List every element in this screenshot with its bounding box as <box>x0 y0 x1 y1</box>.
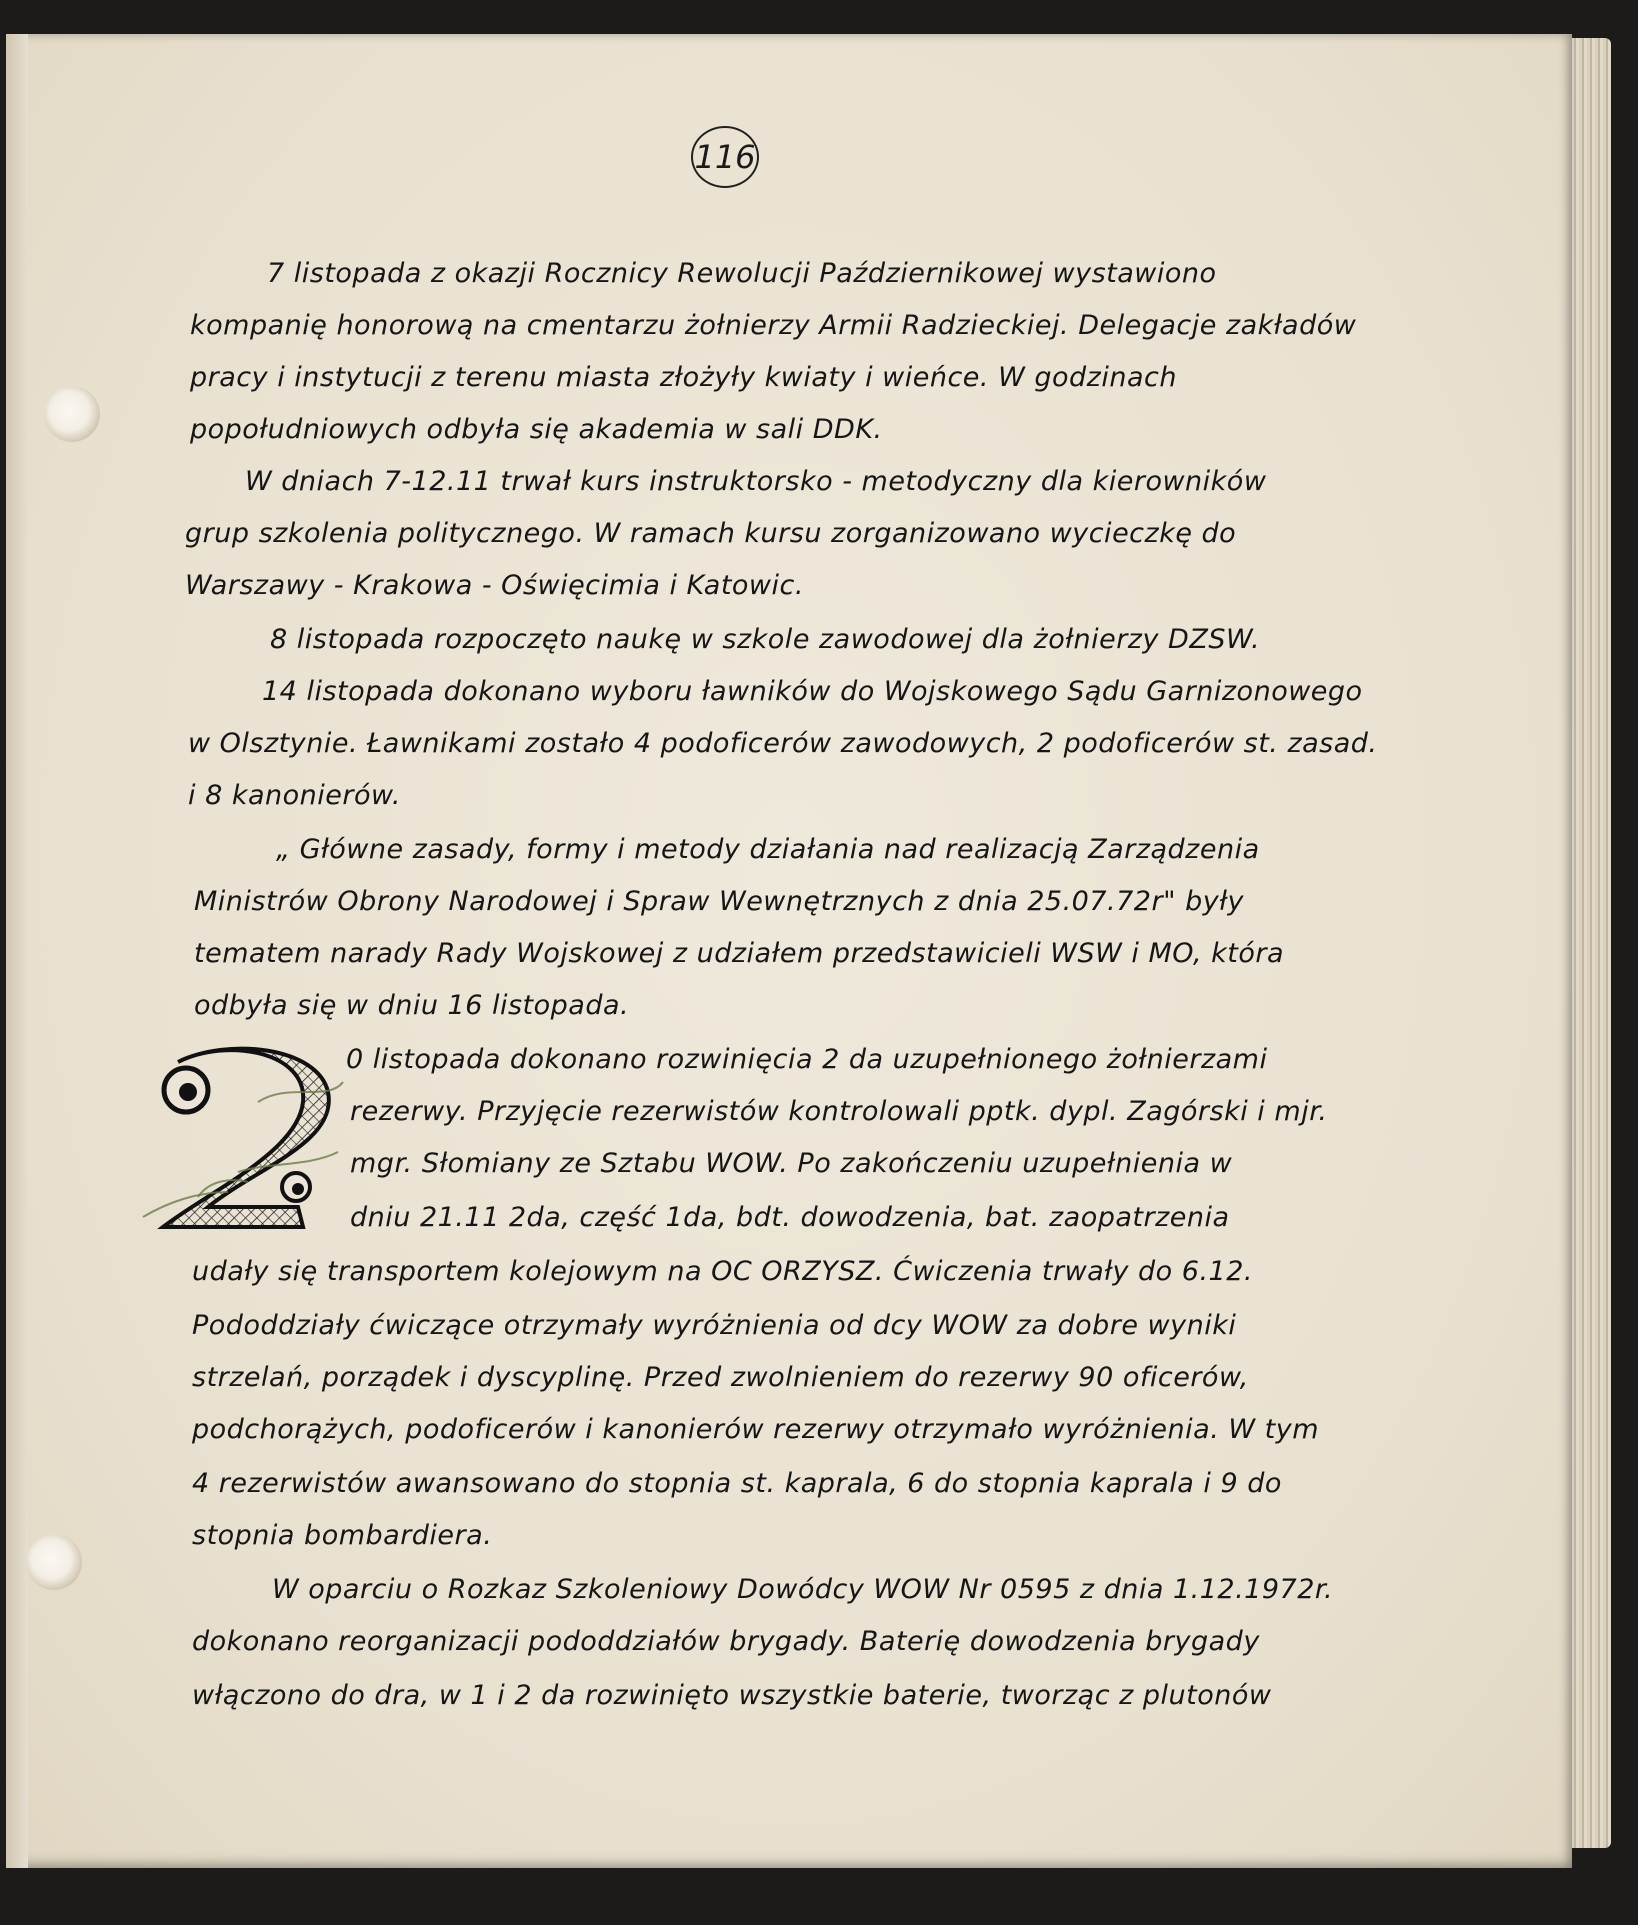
text-line: włączono do dra, w 1 i 2 da rozwinięto wszystkie baterie, tworząc z plutonów <box>192 1680 1272 1711</box>
text-line: mgr. Słomiany ze Sztabu WOW. Po zakończeniu uzupełnienia w <box>350 1148 1233 1179</box>
text-line: i 8 kanonierów. <box>188 780 401 811</box>
text-line: strzelań, porządek i dyscyplinę. Przed zwolnieniem do rezerwy 90 oficerów, <box>192 1362 1249 1393</box>
text-line: „ Główne zasady, formy i metody działania nad realizacją Zarządzenia <box>276 834 1260 865</box>
text-line: Pododdziały ćwiczące otrzymały wyróżnienia od dcy WOW za dobre wyniki <box>192 1310 1237 1341</box>
text-line: 0 listopada dokonano rozwinięcia 2 dа uzupełnionego żołnierzami <box>346 1044 1268 1075</box>
text-line: pracy i instytucji z terenu miasta złożyły kwiaty i wieńce. W godzinach <box>190 362 1177 393</box>
text-line: W oparciu o Rozkaz Szkoleniowy Dowódcy WOW Nr 0595 z dnia 1.12.1972r. <box>272 1574 1334 1605</box>
text-line: popołudniowych odbyła się akademia w sali DDK. <box>190 414 883 445</box>
text-line: 4 rezerwistów awansowano do stopnia st. kaprala, 6 do stopnia kaprala i 9 do <box>192 1468 1282 1499</box>
text-line: 7 listopada z okazji Rocznicy Rewolucji Październikowej wystawiono <box>267 258 1217 289</box>
text-line: kompanię honorową na cmentarzu żołnierzy Armii Radzieckiej. Delegacje zakładów <box>190 310 1357 341</box>
text-line: udały się transportem kolejowym na OC ORZYSZ. Ćwiczenia trwały do 6.12. <box>192 1256 1253 1287</box>
text-line: 14 listopada dokonano wyboru ławników do Wojskowego Sądu Garnizonowego <box>262 676 1363 707</box>
text-line: W dniach 7-12.11 trwał kurs instruktorsko - metodyczny dla kierowników <box>245 466 1267 497</box>
page-number: 116 <box>691 126 759 188</box>
text-line: w Olsztynie. Ławnikami zostało 4 podoficerów zawodowych, 2 podoficerów st. zasad. <box>188 728 1378 759</box>
text-line: grup szkolenia politycznego. W ramach kursu zorganizowano wycieczkę do <box>185 518 1237 549</box>
text-line: dniu 21.11 2da, część 1da, bdt. dowodzenia, bat. zaopatrzenia <box>350 1202 1230 1233</box>
text-line: Warszawy - Krakowa - Oświęcimia i Katowic. <box>185 570 804 601</box>
text-line: stopnia bombardiera. <box>192 1520 493 1551</box>
text-line: 8 listopada rozpoczęto naukę w szkole zawodowej dla żołnierzy DZSW. <box>270 624 1261 655</box>
text-line: rezerwy. Przyjęcie rezerwistów kontrolowali pptk. dypl. Zagórski i mjr. <box>350 1096 1328 1127</box>
text-line: podchorążych, podoficerów i kanonierów rezerwy otrzymało wyróżnienia. W tym <box>192 1414 1320 1445</box>
text-line: Ministrów Obrony Narodowej i Spraw Wewnętrznych z dnia 25.07.72r" były <box>194 886 1244 917</box>
text-line: odbyła się w dniu 16 listopada. <box>194 990 630 1021</box>
text-line: dokonano reorganizacji pododdziałów brygady. Baterię dowodzenia brygady <box>192 1626 1260 1657</box>
text-line: tematem narady Rady Wojskowej z udziałem przedstawicieli WSW i MO, która <box>194 938 1285 969</box>
